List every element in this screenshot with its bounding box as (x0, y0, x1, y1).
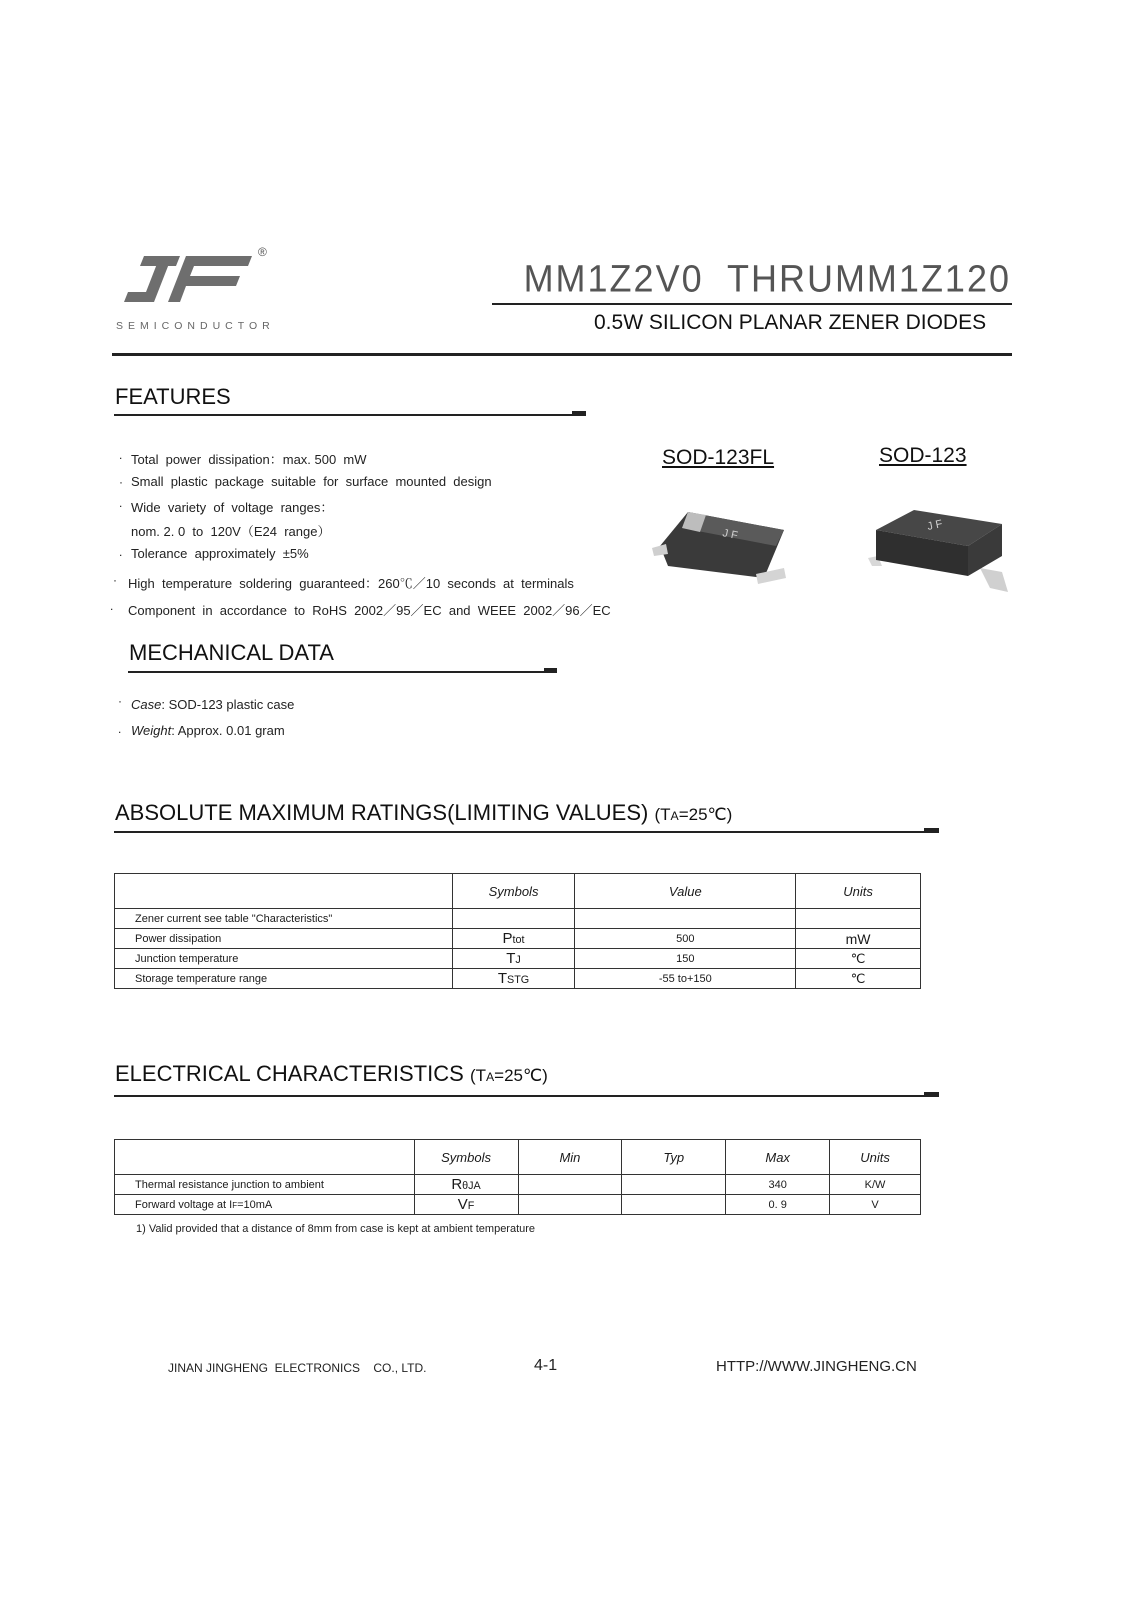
feature-item: Component in accordance to RoHS 2002／95／EC and WEEE 2002／96／EC (128, 603, 611, 618)
electrical-title (115, 1061, 548, 1087)
param-cell: Thermal resistance junction to ambient (115, 1175, 415, 1195)
param-cell: Power dissipation (115, 929, 453, 949)
typ-cell (622, 1175, 726, 1195)
unit-cell (796, 909, 921, 929)
ratings-title (115, 800, 732, 826)
param-cell: Junction temperature (115, 949, 453, 969)
package-label-sod123fl: SOD-123FL (662, 446, 775, 469)
feature-item: Tolerance approximately ±5% (131, 546, 309, 561)
unit-cell: V (830, 1195, 921, 1215)
electrical-title-text: ELECTRICAL CHARACTERISTICS (115, 1061, 464, 1086)
symbol-cell: TSTG (452, 969, 575, 989)
mechanical-rule (128, 671, 557, 673)
mechanical-title: MECHANICAL DATA (129, 640, 334, 665)
table-header-cell: Units (796, 874, 921, 909)
feature-bullet: . (119, 448, 123, 462)
table-header-cell: Max (726, 1140, 830, 1175)
header-rule (492, 303, 1012, 305)
unit-cell: K/W (830, 1175, 921, 1195)
electrical-table (114, 1139, 921, 1215)
feature-bullet: . (119, 545, 123, 559)
unit-cell: ℃ (796, 969, 921, 989)
subtitle: 0.5W SILICON PLANAR ZENER DIODES (594, 311, 987, 334)
mechanical-bullet: . (118, 722, 122, 736)
header-divider (112, 353, 1012, 356)
features-rule-tab (572, 411, 586, 416)
mechanical-key: Case (131, 697, 162, 712)
symbol-cell: VF (414, 1195, 518, 1215)
feature-bullet: . (119, 496, 123, 510)
table-header-cell: Units (830, 1140, 921, 1175)
table-header-cell: Min (518, 1140, 622, 1175)
ratings-condition: (TA=25℃) (654, 805, 733, 824)
ratings-table (114, 873, 921, 989)
table-header-cell: Value (575, 874, 796, 909)
unit-cell: mW (796, 929, 921, 949)
sod123fl-package-image (652, 506, 798, 592)
electrical-condition: (TA=25℃) (469, 1066, 548, 1085)
package-marking: J F (926, 518, 944, 533)
max-cell: 0. 9 (726, 1195, 830, 1215)
footer-url: HTTP://WWW.JINGHENG.CN (716, 1358, 917, 1375)
ratings-title-text: ABSOLUTE MAXIMUM RATINGS(LIMITING VALUES) (115, 800, 649, 825)
features-rule (114, 414, 586, 416)
sod123-package-image (862, 506, 1014, 598)
table-row (115, 1195, 921, 1215)
param-cell: Zener current see table "Characteristics" (115, 909, 453, 929)
symbol-cell: TJ (452, 949, 575, 969)
ratings-rule (114, 831, 939, 833)
mechanical-value: : SOD-123 plastic case (161, 697, 295, 712)
mechanical-value: : Approx. 0.01 gram (171, 723, 285, 738)
value-cell: 500 (575, 929, 796, 949)
table-row (115, 949, 921, 969)
feature-bullet: · (113, 573, 117, 587)
mechanical-item (131, 697, 294, 712)
electrical-rule-tab (924, 1092, 939, 1097)
param-cell: Forward voltage at IF=10mA (115, 1195, 415, 1215)
table-header-cell (115, 1140, 415, 1175)
table-header-cell: Symbols (452, 874, 575, 909)
footer-company: JINAN JINGHENG ELECTRONICS CO., LTD. (168, 1361, 427, 1375)
symbol-cell (452, 909, 575, 929)
brand-logo (120, 254, 260, 314)
symbol-cell: RθJA (414, 1175, 518, 1195)
max-cell: 340 (726, 1175, 830, 1195)
package-marking: J F (721, 527, 739, 543)
value-cell: 150 (575, 949, 796, 969)
table-header-cell: Typ (622, 1140, 726, 1175)
table-header-row (115, 1140, 921, 1175)
features-title: FEATURES (115, 384, 231, 409)
min-cell (518, 1175, 622, 1195)
symbol-cell: Ptot (452, 929, 575, 949)
registered-mark: ® (258, 245, 267, 259)
table-row (115, 969, 921, 989)
value-cell: -55 to+150 (575, 969, 796, 989)
electrical-note: 1) Valid provided that a distance of 8mm from case is kept at ambient temperature (136, 1223, 536, 1235)
mechanical-bullet: · (118, 694, 122, 708)
mechanical-item (131, 723, 285, 738)
feature-item: nom. 2. 0 to 120V（E24 range） (131, 524, 331, 539)
feature-item: Total power dissipation：max. 500 mW (131, 452, 367, 467)
part-range-title: MM1Z2V0 THRUMM1Z120 (523, 256, 1011, 300)
footer-page-number: 4-1 (534, 1357, 558, 1374)
unit-cell: ℃ (796, 949, 921, 969)
mechanical-rule-tab (544, 668, 557, 673)
feature-item: Small plastic package suitable for surface mounted design (131, 474, 492, 489)
logo-subtitle: SEMICONDUCTOR (116, 320, 275, 332)
table-row (115, 909, 921, 929)
table-header-row (115, 874, 921, 909)
feature-bullet: · (119, 475, 123, 489)
param-cell: Storage temperature range (115, 969, 453, 989)
table-row (115, 929, 921, 949)
min-cell (518, 1195, 622, 1215)
table-header-cell: Symbols (414, 1140, 518, 1175)
feature-item: Wide variety of voltage ranges： (131, 500, 334, 515)
table-header-cell (115, 874, 453, 909)
ratings-rule-tab (924, 828, 939, 833)
typ-cell (622, 1195, 726, 1215)
table-row (115, 1175, 921, 1195)
feature-item: High temperature soldering guaranteed：260℃／10 seconds at terminals (128, 576, 574, 591)
mechanical-key: Weight (131, 723, 172, 738)
package-label-sod123: SOD-123 (879, 444, 967, 467)
value-cell (575, 909, 796, 929)
feature-bullet: . (110, 599, 114, 613)
electrical-rule (114, 1095, 939, 1097)
